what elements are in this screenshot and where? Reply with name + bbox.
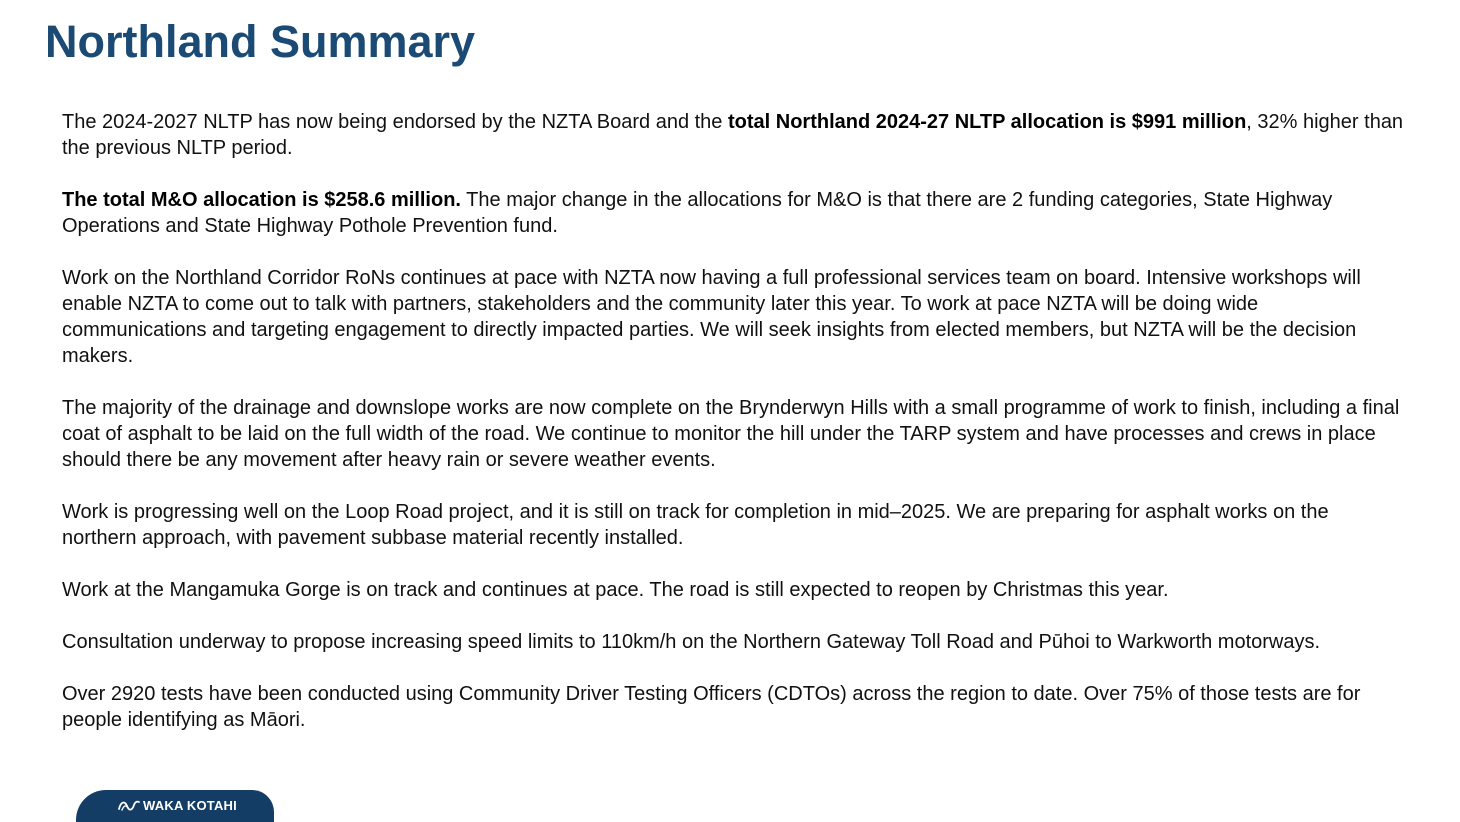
paragraph-mo-allocation — [62, 187, 1407, 239]
waka-kotahi-logo-icon — [117, 797, 141, 813]
paragraph-brynderwyn: The majority of the drainage and downslope works are now complete on the Brynderwyn Hills with a small programme of work to finish, including a final coat of asphalt to be laid on the full width of the road. We continue to monitor the hill under the TARP system and have processes and crews in place should there be any movement after heavy rain or severe weather events. — [62, 397, 1400, 471]
paragraph-nltp-allocation — [62, 109, 1407, 161]
highlight-mo-allocation: The total M&O allocation is $258.6 million. — [62, 189, 461, 211]
paragraph-text: The major change in the allocations for M&O is that there are 2 funding categories, State Highway Operations and State Highway Pothole Prevention fund. — [62, 189, 1333, 237]
paragraph-mangamuka: Work at the Mangamuka Gorge is on track and continues at pace. The road is still expected to reopen by Christmas this year. — [62, 579, 1169, 601]
page-title: Northland Summary — [45, 16, 476, 67]
paragraph-speed-limits: Consultation underway to propose increasing speed limits to 110km/h on the Northern Gateway Toll Road and Pūhoi to Warkworth motorways. — [62, 631, 1321, 653]
paragraph-driver-testing: Over 2920 tests have been conducted using Community Driver Testing Officers (CDTOs) across the region to date. Over 75% of those tests are for people identifying as Māori. — [62, 683, 1361, 731]
brand-lockup — [117, 797, 237, 813]
paragraph-loop-road: Work is progressing well on the Loop Road project, and it is still on track for completion in mid–2025. We are preparing for asphalt works on the northern approach, with pavement subbase material recently installed. — [62, 501, 1329, 549]
paragraph-text: , 32% higher than the previous NLTP period. — [62, 111, 1404, 159]
paragraph-rons: Work on the Northland Corridor RoNs continues at pace with NZTA now having a full professional services team on board. Intensive workshops will enable NZTA to come out to talk with partners, stakeholders and the community later this year. To work at pace NZTA will be doing wide communications and targeting engagement to directly impacted parties. We will seek insights from elected members, but NZTA will be the decision makers. — [62, 267, 1361, 367]
brand-name: WAKA KOTAHI — [143, 797, 237, 813]
highlight-total-allocation: total Northland 2024-27 NLTP allocation is $991 million — [728, 111, 1247, 133]
paragraph-text: The 2024-2027 NLTP has now being endorsed by the NZTA Board and the — [62, 111, 728, 133]
summary-body — [62, 109, 1407, 759]
footer-brand-tab — [76, 790, 274, 822]
